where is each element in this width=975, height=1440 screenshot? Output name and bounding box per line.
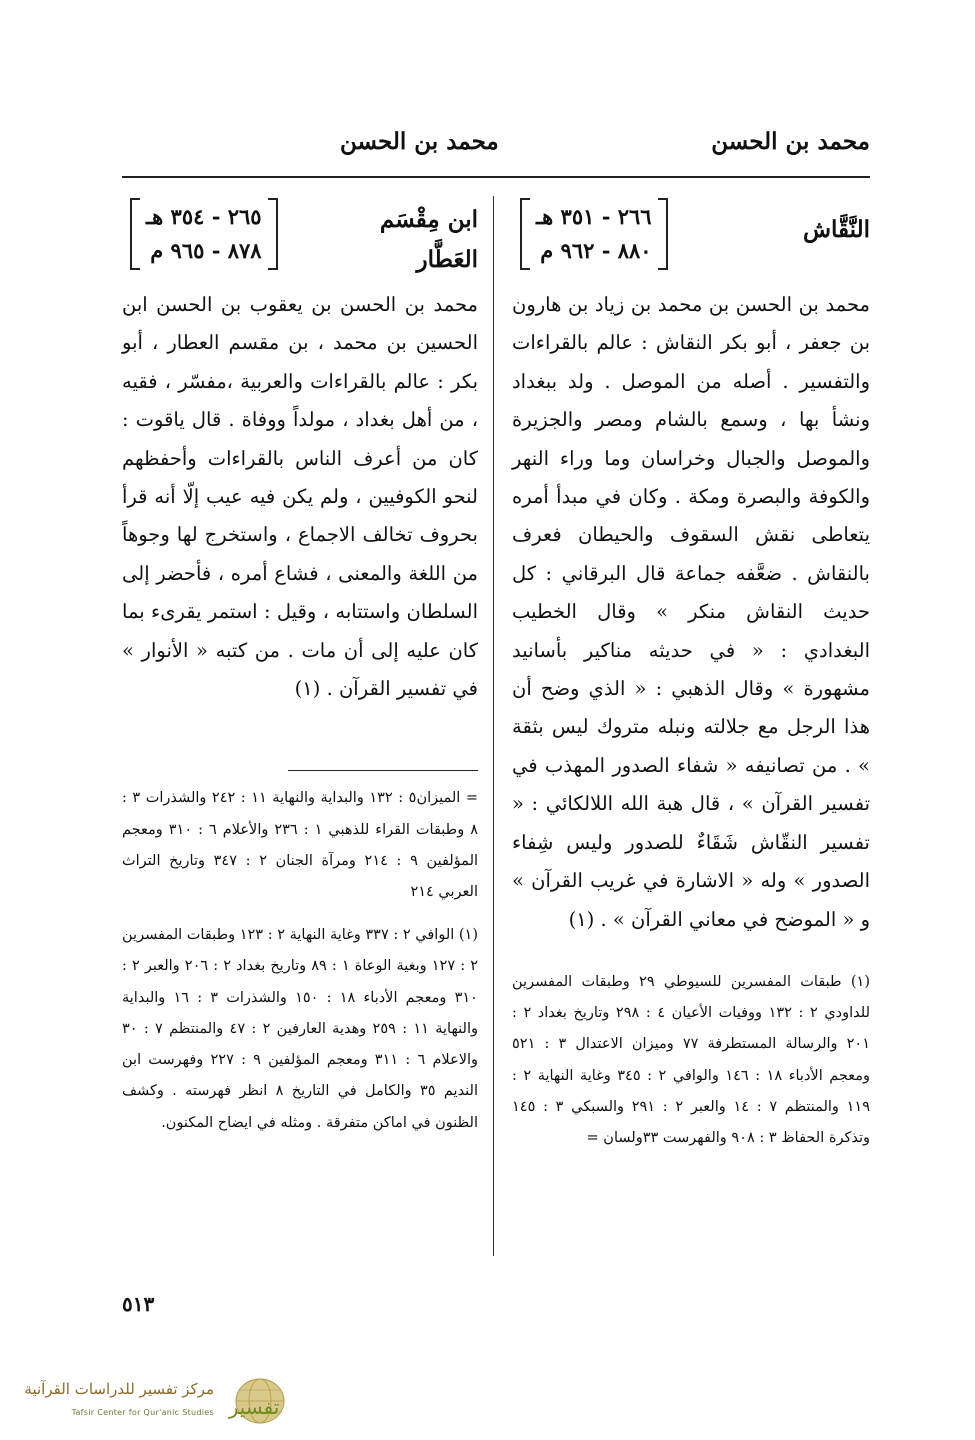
footnote: (١) الوافي ٢ : ٣٣٧ وغاية النهاية ٢ : ١٢٣ وطبقات المفسرين ٢ : ١٢٧ وبغية الوعاة ١ : ٨٩ وتاريخ بغداد ٢ : ٢٠٦ والعبر ٢ : ٣١٠ ومعجم الأدباء ١٨ : ١٥٠ والشذرات ٣ : ١٦ والبداية والنهاية ١١ : ٢٥٩ وهدية العارفين ٢ : ٤٧ والمنتظم ٧ : ٣٠ والاعلام ٦ : ٣١١ ومعجم المؤلفين ٩ : ٢٢٧ وفهرست ابن النديم ٣٥ والكامل في التاريخ ٨ انظر فهرسته . وكشف الظنون في اماكن متفرقة . ومثله في ايضاح المكنون. bbox=[122, 927, 479, 1131]
entry-column-left bbox=[122, 190, 478, 1139]
entry-body-text: محمد بن الحسن بن يعقوب بن الحسن ابن الحسين بن محمد ، بن مقسم العطار ، أبو بكر : عالم بالقراءات والعربية ،مفسّر ، فقيه ، من أهل بغداد ، مولداً ووفاة . قال ياقوت : كان من أعرف الناس بالقراءات وأحفظهم لنحو الكوفيين ، ولم يكن فيه عيب إلّا أنه قرأ بحروف تخالف الاجماع ، واستخرج لها وجوهاً من اللغة والمعنى ، فشاع أمره ، فأحضر إلى السلطان واستتابه ، وقيل : استمر يقرىء بما كان عليه إلى أن مات . من كتبه « الأنوار » في تفسير القرآن . (١) bbox=[122, 293, 478, 701]
dates-gregorian: ٨٨٠ - ٩٦٢ م bbox=[540, 238, 652, 263]
entry-column-right bbox=[512, 190, 870, 1154]
dates-hijri: ٢٦٥ - ٣٥٤ هـ bbox=[146, 204, 262, 229]
dates-hijri: ٢٦٦ - ٣٥١ هـ bbox=[536, 204, 652, 229]
header-rule bbox=[122, 176, 870, 178]
tafsir-center-logo bbox=[14, 1370, 288, 1430]
entry-name-main: النَّقَّاش bbox=[802, 216, 870, 243]
footnotes bbox=[122, 783, 478, 1138]
entry-heading bbox=[122, 190, 478, 286]
entry-body bbox=[512, 286, 870, 939]
running-header-right: محمد بن الحسن bbox=[711, 128, 870, 155]
entry-body bbox=[122, 286, 478, 708]
globe-logo-icon bbox=[220, 1374, 288, 1428]
page-number: ٥١٣ bbox=[122, 1292, 155, 1316]
footnote-rule bbox=[288, 770, 478, 771]
entry-name bbox=[380, 200, 478, 280]
entry-dates bbox=[130, 198, 278, 270]
footnotes bbox=[512, 967, 870, 1154]
entry-name bbox=[803, 210, 870, 250]
entry-name-main: ابن مِقْسَم bbox=[379, 206, 478, 233]
running-header-center: محمد بن الحسن bbox=[340, 128, 499, 155]
entry-body-text: محمد بن الحسن بن محمد بن زياد بن هارون بن جعفر ، أبو بكر النقاش : عالم بالقراءات والتفسير . أصله من الموصل . ولد ببغداد ونشأ بها ، وسمع بالشام ومصر والجزيرة والموصل والجبال وخراسان وما وراء النهر والكوفة والبصرة ومكة . وكان في مبدأ أمره يتعاطى نقش السقوف والحيطان فعرف بالنقاش . ضعَّفه جماعة قال البرقاني : كل حديث النقاش منكر » وقال الخطيب البغدادي : « في حديثه مناكير بأسانيد مشهورة » وقال الذهبي : « الذي وضح أن هذا الرجل مع جلالته ونبله متروك ليس بثقة » . من تصانيفه « شفاء الصدور المهذب في تفسير القرآن » ، قال هبة الله اللالكائي : « تفسير النقّاش شَقَاءٌ للصدور وليس شِفاء الصدور » وله « الاشارة في غريب القرآن » و « الموضح في معاني القرآن » . (١) bbox=[512, 293, 870, 931]
entry-dates bbox=[520, 198, 668, 270]
entry-name-sub: العَطَّار bbox=[416, 246, 478, 273]
logo-emblem-text: تفسير bbox=[228, 1395, 280, 1419]
footnote: (١) طبقات المفسرين للسيوطي ٢٩ وطبقات المفسرين للداودي ٢ : ١٣٢ ووفيات الأعيان ٤ : ٢٩٨ وتاريخ بغداد ٢ : ٢٠١ والرسالة المستطرفة ٧٧ وميزان الاعتدال ٣ : ٥٢١ ومعجم الأدباء ١٨ : ١٤٦ والوافي ٢ : ٣٤٥ وغاية النهاية ٢ : ١١٩ والمنتظم ٧ : ١٤ والعبر ٢ : ٢٩١ والسبكي ٣ : ١٤٥ وتذكرة الحفاظ ٣ : ٩٠٨ والفهرست ٣٣ولسان = bbox=[512, 973, 871, 1146]
logo-arabic-name: مركز تفسير للدراسات القرآنية bbox=[24, 1380, 214, 1398]
dates-gregorian: ٨٧٨ - ٩٦٥ م bbox=[150, 238, 262, 263]
column-divider bbox=[493, 196, 494, 1256]
entry-heading bbox=[512, 190, 870, 286]
footnote-continued: = الميزان٥ : ١٣٢ والبداية والنهاية ١١ : ٢٤٢ والشذرات ٣ : ٨ وطبقات القراء للذهبي ١ : ٢٣٦ والأعلام ٦ : ٣١٠ ومعجم المؤلفين ٩ : ٢١٤ ومرآة الجنان ٢ : ٣٤٧ وتاريخ التراث العربي ٢١٤ bbox=[122, 790, 479, 901]
logo-english-name: Tafsir Center for Qur'anic Studies bbox=[71, 1408, 214, 1417]
